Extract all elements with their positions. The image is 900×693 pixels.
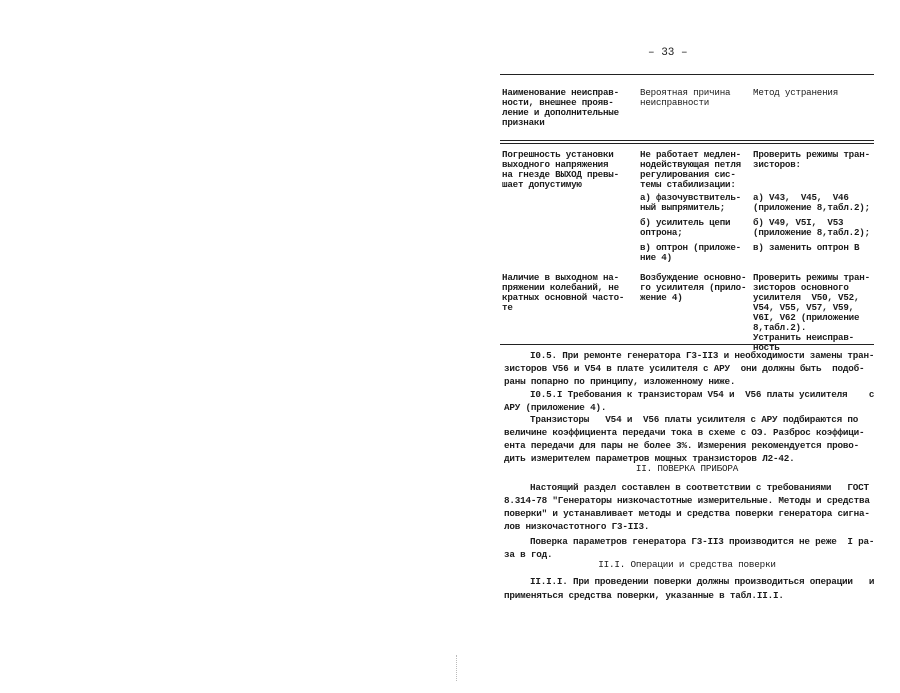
section-line: лов низкочастотного Г3-II3. <box>504 521 650 532</box>
body-line: зисторов V56 и V54 в плате усилителя с АРУ они должны быть подоб- <box>504 363 865 374</box>
body-line: I0.5. При ремонте генератора Г3-II3 и необходимости замены тран- <box>530 350 875 361</box>
table-header-cause: Вероятная причина неисправности <box>640 87 731 108</box>
table-row-1c-cause: в) оптрон (приложе- ние 4) <box>640 242 741 263</box>
section-line: Настоящий раздел составлен в соответствии с требованиями ГОСТ <box>530 482 869 493</box>
table-row-1-fault: Погрешность установки выходного напряжения на гнезде ВЫХОД превы- шает допустимую <box>502 149 619 190</box>
body-line: I0.5.I Требования к транзисторам V54 и V56 платы усилителя с <box>530 389 875 400</box>
subsection-line: применяться средства поверки, указанные в табл.II.I. <box>504 590 784 601</box>
section-line: Поверка параметров генератора Г3-II3 производится не реже I ра- <box>530 536 875 547</box>
table-top-rule <box>500 74 874 75</box>
table-row-2-cause: Возбуждение основно- го усилителя (прило- жение 4) <box>640 272 747 303</box>
body-line: ента передачи для пары не более 3%. Измерения рекомендуется прово- <box>504 440 860 451</box>
table-row-1a-method: а) V43, V45, V46 (приложение 8,табл.2); <box>753 192 870 213</box>
body-line: Транзисторы V54 и V56 платы усилителя с АРУ подбираются по <box>530 414 859 425</box>
body-line: дить измерителем параметров мощных транзисторов Л2-42. <box>504 453 795 464</box>
section-line: поверки" и устанавливает методы и средства поверки генератора сигна- <box>504 508 870 519</box>
table-header-rule-2 <box>500 143 874 144</box>
section-line: 8.314-78 "Генераторы низкочастотные измерительные. Методы и средства <box>504 495 870 506</box>
table-row-1-method: Проверить режимы тран- зисторов: <box>753 149 870 170</box>
section-title: II. ПОВЕРКА ПРИБОРА <box>635 463 739 474</box>
page-number: – 33 – <box>648 47 688 59</box>
section-line: за в год. <box>504 549 553 560</box>
subsection-title: II.I. Операции и средства поверки <box>598 559 776 570</box>
binding-mark <box>456 655 457 681</box>
table-row-1c-method: в) заменить оптрон В <box>753 242 860 253</box>
table-row-2-fault: Наличие в выходном на- пряжении колебаний, не кратных основной часто- те <box>502 272 625 313</box>
body-line: АРУ (приложение 4). <box>504 402 607 413</box>
table-row-1a-cause: а) фазочувствитель- ный выпрямитель; <box>640 192 741 213</box>
subsection-line: II.I.I. При проведении поверки должны производиться операции и <box>530 576 875 587</box>
table-header-rule <box>500 140 874 141</box>
table-header-method: Метод устранения <box>753 87 839 98</box>
table-row-1-cause: Не работает медлен- нодействующая петля регулирования сис- темы стабилизации: <box>640 149 741 190</box>
body-line: величине коэффициента передачи тока в схеме с ОЭ. Разброс коэффици- <box>504 427 865 438</box>
table-row-1b-cause: б) усилитель цепи оптрона; <box>640 217 731 238</box>
table-row-1b-method: б) V49, V5I, V53 (приложение 8,табл.2); <box>753 217 870 238</box>
body-line: раны попарно по принципу, изложенному ниже. <box>504 376 736 387</box>
table-header-fault: Наименование неисправ- ности, внешнее прояв- ление и дополнительные признаки <box>502 87 619 128</box>
table-row-2-method: Проверить режимы тран- зисторов основного усилителя V50, V52, V54, V55, V57, V59, V6I, V62 (приложение 8,табл.2). Устранить неисправ- ность <box>753 272 870 353</box>
